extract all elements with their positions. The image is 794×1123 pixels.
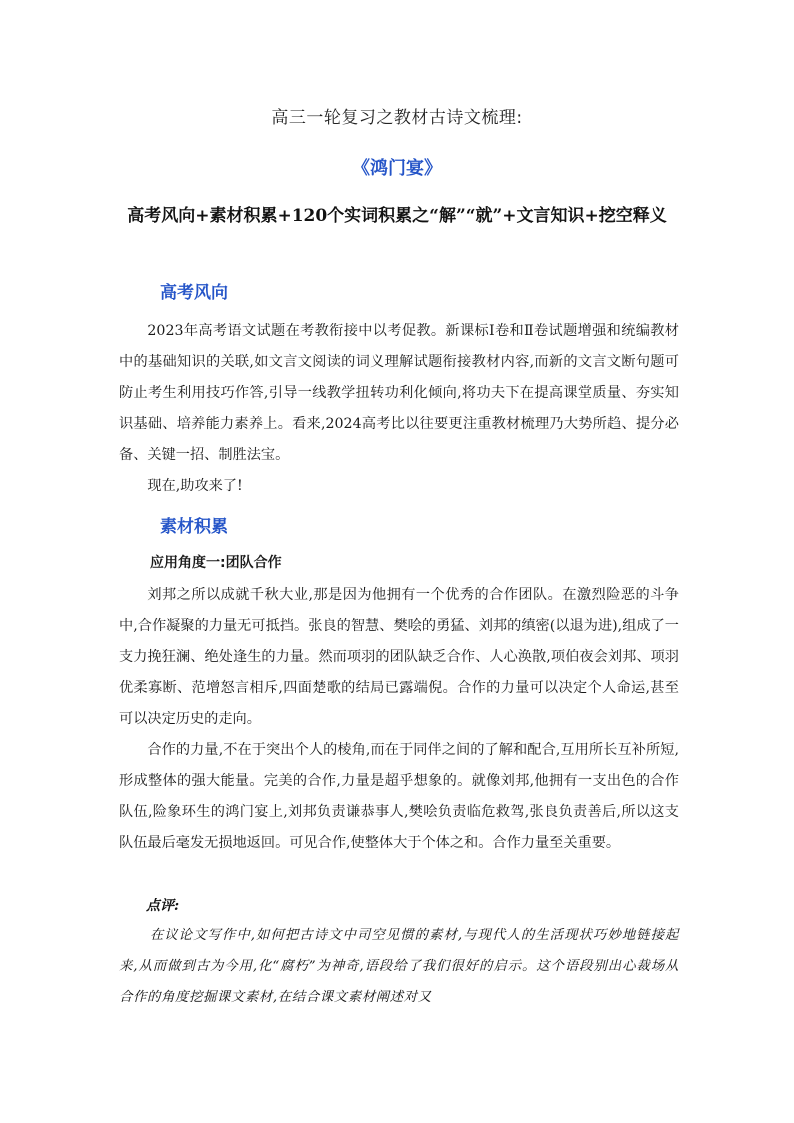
- trends-paragraph: 2023年高考语文试题在考教衔接中以考促教。新课标Ⅰ卷和Ⅱ卷试题增强和统编教材中的基础知识的关联,如文言文阅读的词义理解试题衔接教材内容,而新的文言文断句题可防止考生利用技巧作答,引导一线教学扭转功利化倾向,将功夫下在提高课堂质量、夯实知识基础、培养能力素养上。看来,2024高考比以往要更注重教材梳理乃大势所趋、提分必备、关键一招、制胜法宝。: [119, 323, 679, 463]
- trends-closing-line: 现在,助攻来了!: [147, 478, 243, 494]
- application-angle-heading: 应用角度一:团队合作: [150, 555, 282, 571]
- comment-label: 点评:: [146, 898, 180, 914]
- document-subtitle: 高考风向+素材积累+120个实词积累之“解”“就”+文言知识+挖空释义: [127, 206, 667, 226]
- materials-paragraph-1: 刘邦之所以成就千秋大业,那是因为他拥有一个优秀的合作团队。在激烈险恶的斗争中,合作凝聚的力量无可抵挡。张良的智慧、樊哙的勇猛、刘邦的缜密(以退为进),组成了一支力挽狂澜、绝处逢生的力量。然而项羽的团队缺乏合作、人心涣散,项伯夜会刘邦、项羽优柔寡断、范增怒言相斥,四面楚歌的结局已露端倪。合作的力量可以决定个人命运,甚至可以决定历史的走向。: [119, 587, 679, 727]
- text-title: 《鸿门宴》: [352, 158, 442, 179]
- document-title: 高三一轮复习之教材古诗文梳理:: [271, 108, 523, 128]
- section-heading-trends: 高考风向: [160, 283, 228, 303]
- materials-paragraph-2: 合作的力量,不在于突出个人的棱角,而在于同伴之间的了解和配合,互用所长互补所短,形成整体的强大能量。完美的合作,力量是超乎想象的。就像刘邦,他拥有一支出色的合作队伍,险象环生的鸿门宴上,刘邦负责谦恭事人,樊哙负责临危救驾,张良负责善后,所以这支队伍最后毫发无损地返回。可见合作,使整体大于个体之和。合作力量至关重要。: [119, 742, 679, 851]
- comment-paragraph: 在议论文写作中,如何把古诗文中司空见惯的素材,与现代人的生活现状巧妙地链接起来,从而做到古为今用,化“腐朽”为神奇,语段给了我们很好的启示。这个语段别出心裁场从合作的角度挖掘课文素材,在结合课文素材阐述对又: [119, 928, 679, 1005]
- section-heading-materials: 素材积累: [160, 517, 228, 537]
